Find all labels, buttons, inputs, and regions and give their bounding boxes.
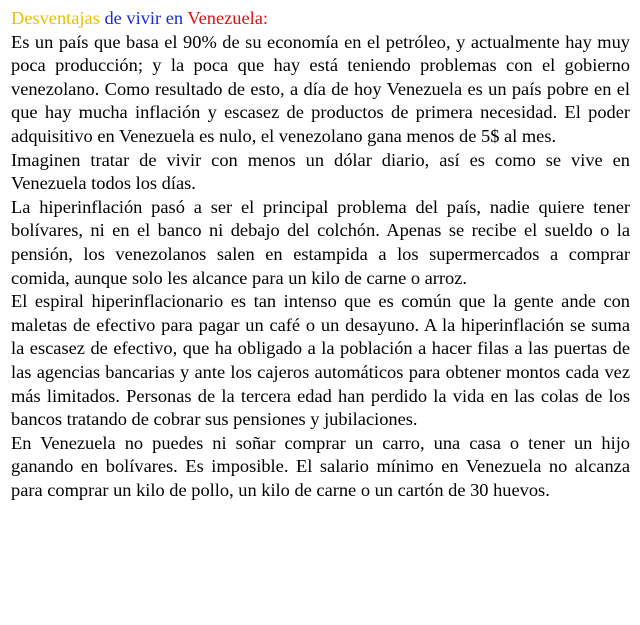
paragraph-economia-petroleo: Es un país que basa el 90% de su economía en el petróleo, y actualmente hay muy poca producción; y la poca que hay está teniendo problemas con el gobierno venezolano. Como resultado de esto, a día de hoy Venezuela es un país pobre en el que hay mucha inflación y escasez de productos de primera necesidad. El poder adquisitivo en Venezuela es nulo, el venezolano gana menos de 5$ al mes. bbox=[11, 31, 630, 146]
paragraph-salario-minimo: En Venezuela no puedes ni soñar comprar un carro, una casa o tener un hijo ganando en bolívares. Es imposible. El salario mínimo en Venezuela no alcanza para comprar un kilo de pollo, un kilo de carne o un cartón de 30 huevos. bbox=[11, 432, 630, 500]
paragraph-vivir-un-dolar: Imaginen tratar de vivir con menos un dólar diario, así es como se vive en Venezuela todos los días. bbox=[11, 149, 630, 194]
title-part-desventajas: Desventajas bbox=[11, 8, 105, 28]
title-part-de-vivir: de vivir bbox=[104, 8, 166, 28]
paragraph-hiperinflacion: La hiperinflación pasó a ser el principal problema del país, nadie quiere tener bolívares, ni en el banco ni debajo del colchón. Apenas se recibe el sueldo o la pensión, los venezolanos salen en estampida a los supermercados a comprar comida, aunque solo les alcance para un kilo de carne o arroz. bbox=[11, 196, 630, 288]
title-part-en: en bbox=[165, 8, 188, 28]
paragraph-espiral-hiperinflacionario: El espiral hiperinflacionario es tan intenso que es común que la gente ande con maletas de efectivo para pagar un café o un desayuno. A la hiperinflación se suma la escasez de efectivo, que ha obligado a la población a hacer filas a las puertas de las agencias bancarias y ante los cajeros automáticos para obtener montos cada vez más limitados. Personas de la tercera edad han perdido la vida en las colas de los bancos tratando de cobrar sus pensiones y jubilaciones. bbox=[11, 291, 630, 430]
document-title bbox=[11, 7, 630, 31]
title-part-venezuela: Venezuela: bbox=[187, 8, 269, 28]
